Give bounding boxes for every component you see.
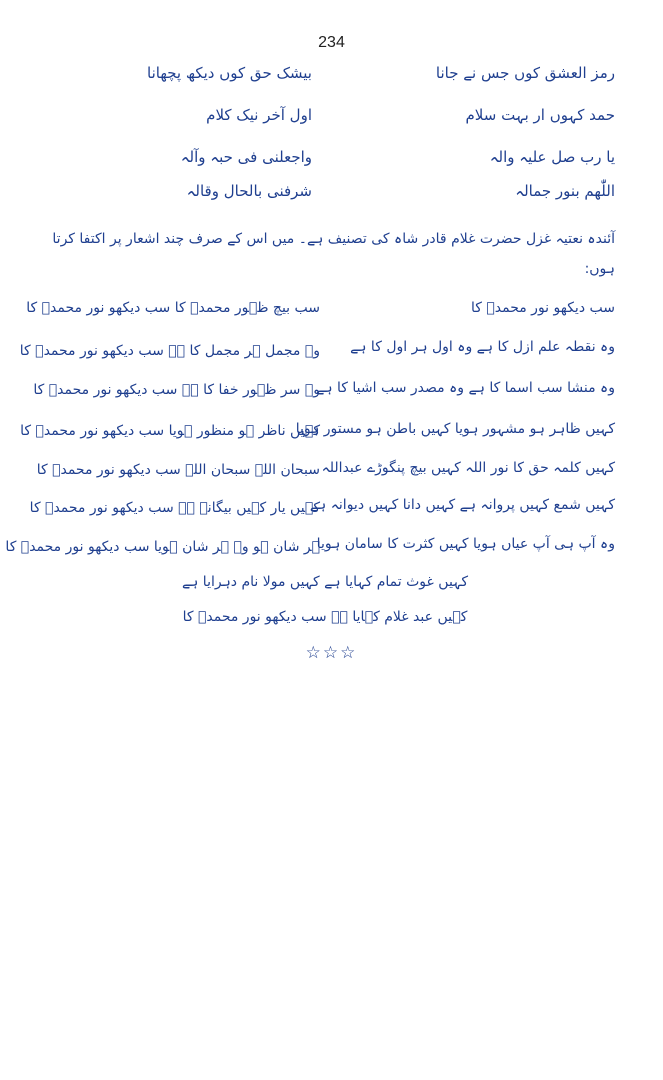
upper-couplet-1-left: بیشک حق کوں دیکھ پچھانا: [147, 64, 312, 82]
upper-couplet-3-left: واجعلنی فی حبہ وآلہ: [180, 148, 312, 166]
ghazal-couplet-7-right: وہ آپ ہی آپ عیاں ہویا کہیں کثرت کا سامان ہویا: [316, 536, 615, 552]
ghazal-couplet-6-left: کہیں یار کہیں بیگانہ ہے سب دیکھو نور محمدؐ کا: [29, 500, 320, 516]
upper-couplet-2-right: حمد کہوں ار بہت سلام: [465, 106, 615, 124]
ghazal-couplet-1-right: سب دیکھو نور محمدؐ کا: [470, 300, 615, 316]
ghazal-couplet-2-left: وہ مجمل ہر مجمل کا ہے سب دیکھو نور محمدؐ کا: [19, 343, 320, 359]
page-number: 234: [318, 34, 345, 51]
ghazal-couplet-3-left: وہ سر ظہور خفا کا ہے سب دیکھو نور محمدؐ کا: [33, 382, 320, 398]
ghazal-couplet-7-left: ہر شان ہو وہ ہر شان ہویا سب دیکھو نور محمدؐ کا: [5, 539, 320, 555]
upper-couplet-4-right: اللّٰھم بنور جمالہ: [515, 182, 615, 200]
ghazal-couplet-4-right: کہیں ظاہر ہو مشہور ہویا کہیں باطن ہو مستور ہویا: [295, 421, 615, 437]
ghazal-couplet-3-right: وہ منشا سب اسما کا ہے وہ مصدر سب اشیا کا ہے: [316, 380, 615, 396]
ghazal-couplet-1-left: سب بیچ ظہور محمدؐ کا سب دیکھو نور محمدؐ کا: [26, 300, 320, 316]
closing-line-1: کہیں غوث تمام کہایا ہے کہیں مولا نام دہرایا ہے: [181, 574, 469, 590]
intro-line-2: ہوں:: [584, 261, 615, 277]
section-end-stars: ☆☆☆: [305, 643, 358, 663]
upper-couplet-4-left: شرفنی بالحال وقالہ: [186, 182, 312, 200]
upper-couplet-3-right: یا رب صل علیہ والہ: [489, 148, 615, 166]
closing-line-2: کہیں عبد غلام کہایا ہے سب دیکھو نور محمدؐ کا: [182, 609, 468, 625]
ghazal-couplet-4-left: کہیں ناظر ہو منظور ہویا سب دیکھو نور محمدؐ کا: [20, 423, 320, 439]
upper-couplet-1-right: رمز العشق کوں جس نے جانا: [435, 64, 615, 82]
intro-line-1: آئندہ نعتیہ غزل حضرت غلام قادر شاہ کی تصنیف ہے۔ میں اس کے صرف چند اشعار پر اکتفا کرتا: [52, 231, 615, 247]
ghazal-couplet-2-right: وہ نقطہ علم ازل کا ہے وہ اول ہر اول کا ہے: [350, 339, 615, 355]
upper-couplet-2-left: اول آخر نیک کلام: [206, 106, 312, 124]
ghazal-couplet-5-right: کہیں کلمہ حق کا نور اللہ کہیں بیچ پنگوڑے عبداللہ: [321, 460, 615, 476]
ghazal-couplet-5-left: سبحان اللہ سبحان اللہ سب دیکھو نور محمدؐ کا: [36, 462, 320, 478]
ghazal-couplet-6-right: کہیں شمع کہیں پروانہ ہے کہیں دانا کہیں دیوانہ ہے: [309, 497, 615, 513]
